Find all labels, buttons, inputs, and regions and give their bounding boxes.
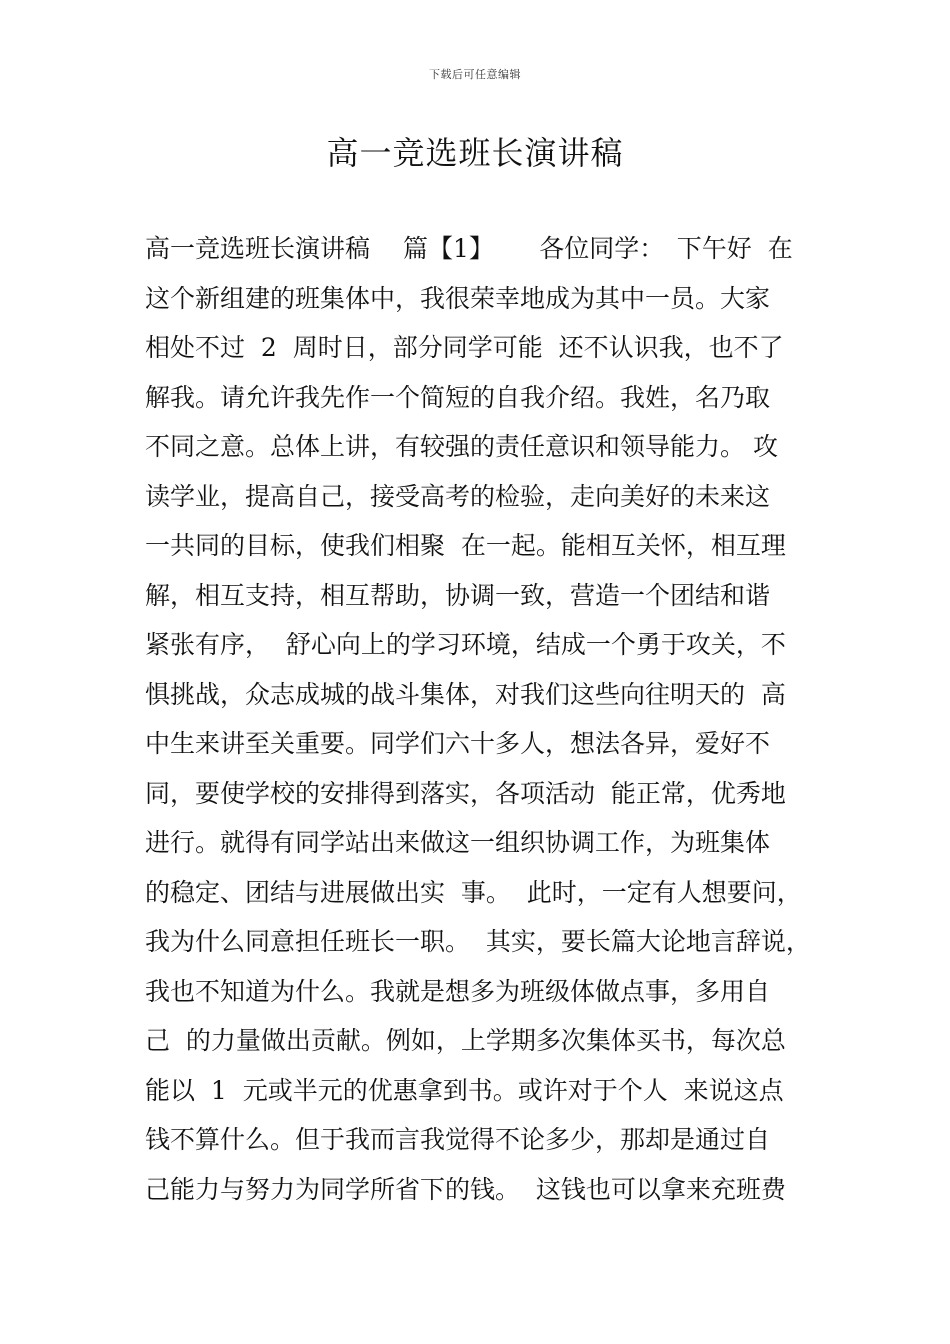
body-line: 同，要使学校的安排得到落实，各项活动 能正常，优秀地 [145, 778, 786, 808]
body-line: 我也不知道为什么。我就是想多为班级体做点事，多用自 [145, 976, 771, 1006]
document-title: 高一竞选班长演讲稿 [326, 134, 624, 172]
body-line: 这个新组建的班集体中，我很荣幸地成为其中一员。大家 [145, 283, 771, 313]
body-line: 相处不过 2 周时日，部分同学可能 还不认识我，也不了 [145, 333, 784, 362]
body-line: 紧张有序， 舒心向上的学习环境，结成一个勇于攻关，不 [145, 630, 786, 659]
body-line: 读学业，提高自己，接受高考的检验，走向美好的未来这 [145, 481, 771, 511]
body-line: 不同之意。总体上讲，有较强的责任意识和领导能力。 攻 [145, 432, 778, 461]
body-line: 己 的力量做出贡献。例如，上学期多次集体买书，每次总 [145, 1026, 786, 1055]
body-line: 高一竞选班长演讲稿 篇【1】 各位同学： 下午好 在 [145, 234, 793, 263]
body-line: 己能力与努力为同学所省下的钱。 这钱也可以拿来充班费 [145, 1174, 786, 1204]
body-line: 中生来讲至关重要。同学们六十多人，想法各异，爱好不 [145, 729, 771, 758]
document-body [145, 229, 825, 1219]
header-note: 下载后可任意编辑 [429, 68, 521, 81]
body-line: 解我。请允许我先作一个简短的自我介绍。我姓，名乃取 [145, 382, 771, 412]
body-line: 一共同的目标，使我们相聚 在一起。能相互关怀，相互理 [145, 531, 786, 560]
body-line: 惧挑战，众志成城的战斗集体，对我们这些向往明天的 高 [145, 679, 786, 709]
body-line: 钱不算什么。但于我而言我觉得不论多少，那却是通过自 [145, 1125, 771, 1154]
body-line: 解，相互支持，相互帮助，协调一致，营造一个团结和谐 [145, 580, 771, 610]
body-line: 能以 1 元或半元的优惠拿到书。或许对于个人 来说这点 [145, 1075, 784, 1105]
body-line: 进行。就得有同学站出来做这一组织协调工作，为班集体 [145, 828, 771, 857]
body-line: 我为什么同意担任班长一职。 其实，要长篇大论地言辞说， [145, 927, 811, 956]
body-line: 的稳定、团结与进展做出实 事。 此时，一定有人想要问， [145, 877, 802, 907]
